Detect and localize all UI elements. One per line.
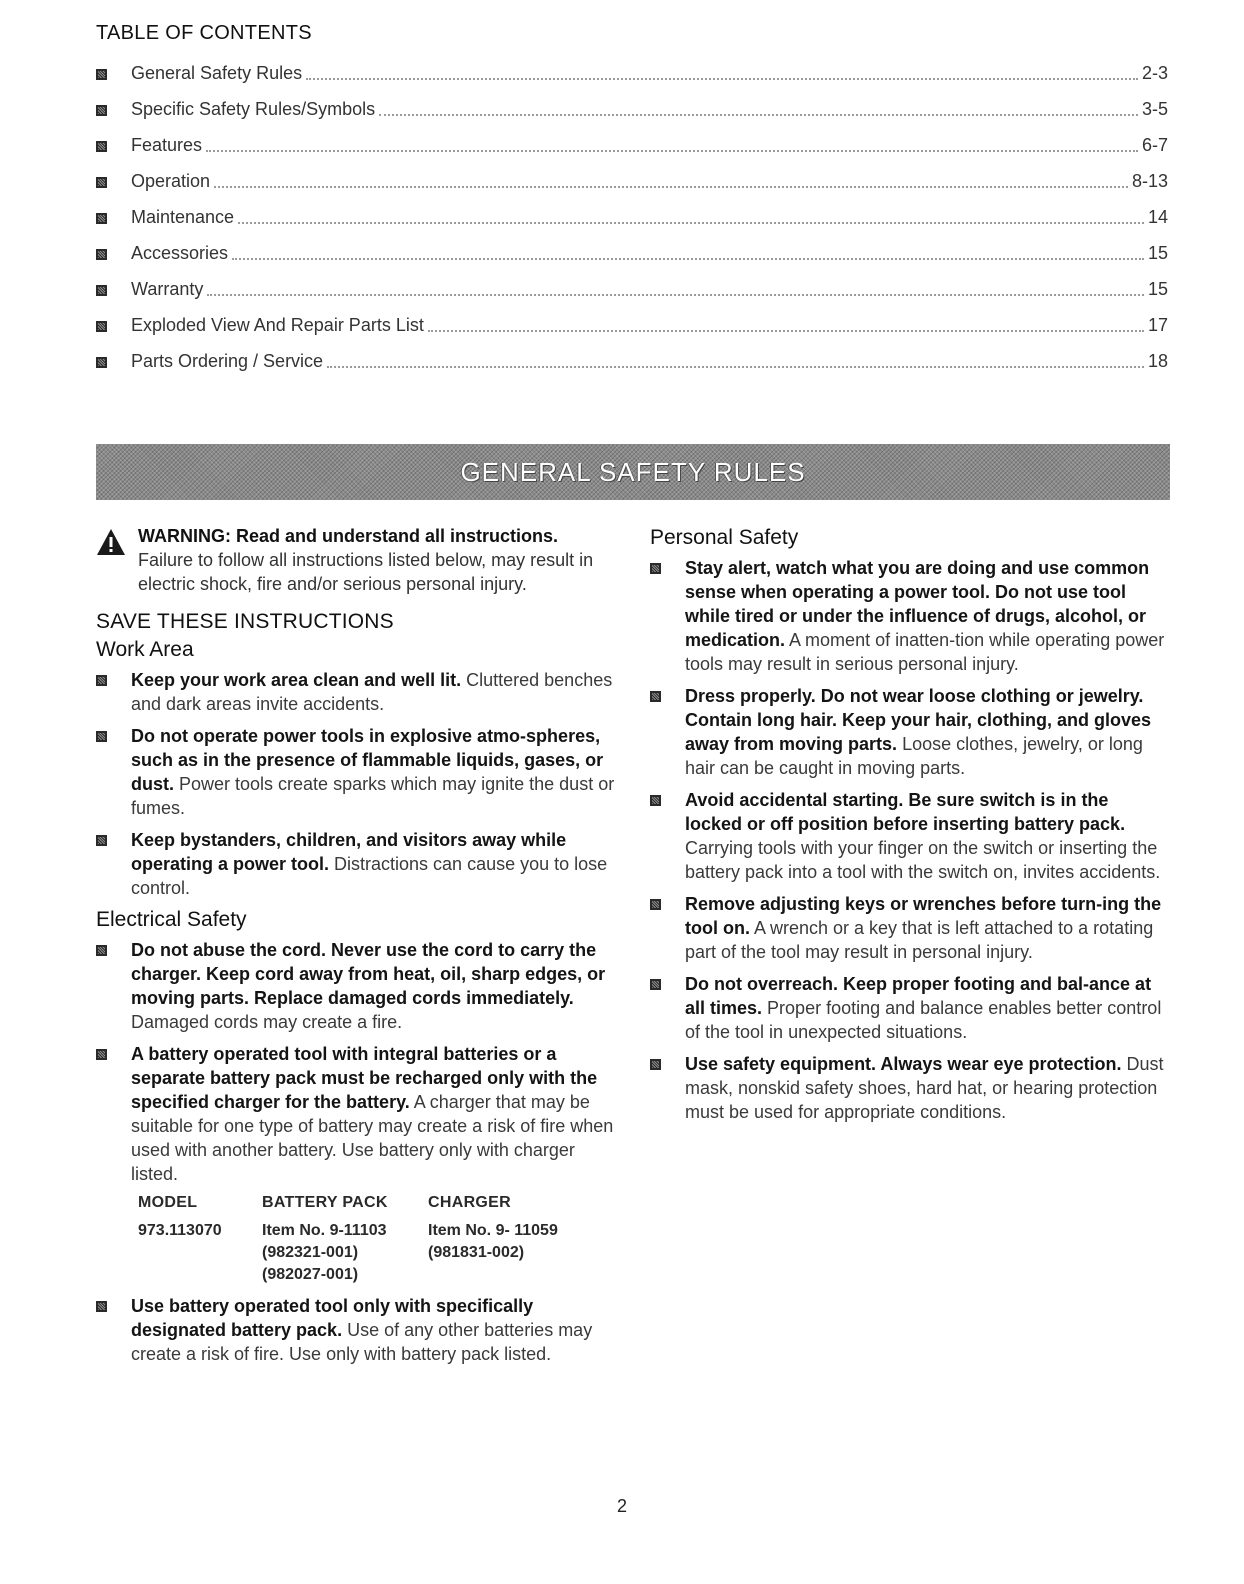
- dot-leader: [379, 114, 1138, 116]
- spec-cell: 973.113070: [138, 1222, 222, 1239]
- bullet-icon: [96, 177, 107, 188]
- rule-emphasis: Do not abuse the cord. Never use the cord to carry the charger. Keep cord away from heat, oil, sharp edges, or moving parts. Replace damaged cords immediately.: [131, 940, 606, 1008]
- toc-entry[interactable]: [96, 307, 1168, 343]
- bullet-icon: [96, 675, 107, 686]
- rule-emphasis: Use safety equipment. Always wear eye protection.: [685, 1054, 1122, 1074]
- rule-detail: Cluttered benches and dark areas invite accidents.: [131, 670, 613, 714]
- battery-spec-table: [138, 1194, 616, 1286]
- spec-cell: (982027-001): [262, 1266, 359, 1283]
- toc-entry-label: Exploded View And Repair Parts List: [131, 314, 424, 335]
- dot-leader: [214, 186, 1128, 188]
- dot-leader: [327, 366, 1144, 368]
- bullet-icon: [96, 1301, 107, 1312]
- bullet-icon: [650, 899, 661, 910]
- rule-detail: Use of any other batteries may create a risk of fire. Use only with battery pack listed.: [131, 1320, 593, 1364]
- toc-entry-page: 8-13: [1131, 170, 1168, 191]
- dot-leader: [428, 330, 1144, 332]
- personal-safety-heading: Personal Safety: [650, 526, 799, 549]
- toc-entry[interactable]: [96, 343, 1168, 379]
- spec-cell: [138, 1264, 262, 1286]
- safety-rule: [650, 1052, 1170, 1124]
- rule-detail: Power tools create sparks which may ignite the dust or fumes.: [131, 774, 615, 818]
- spec-header-model: MODEL: [138, 1194, 198, 1211]
- toc-entry-page: 14: [1147, 206, 1168, 227]
- spec-row: [138, 1242, 616, 1264]
- warning-detail: Failure to follow all instructions listed below, may result in electric shock, fire and/or serious personal injury.: [138, 550, 594, 594]
- warning-triangle-icon: [96, 528, 126, 556]
- rule-emphasis: Keep your work area clean and well lit.: [131, 670, 462, 690]
- spec-cell: [428, 1264, 588, 1286]
- rule-detail: A moment of inatten-tion while operating power tools may result in serious personal injury.: [685, 630, 1165, 674]
- safety-rule: [96, 828, 616, 900]
- rule-detail: Loose clothes, jewelry, or long hair can be caught in moving parts.: [685, 734, 1143, 778]
- rule-emphasis: Do not overreach. Keep proper footing and bal-ance at all times.: [685, 974, 1152, 1018]
- bullet-icon: [96, 213, 107, 224]
- toc-entry-page: 2-3: [1141, 62, 1168, 83]
- rule-detail: Proper footing and balance enables better control of the tool in unexpected situations.: [685, 998, 1162, 1042]
- rule-detail: Dust mask, nonskid safety shoes, hard hat, or hearing protection must be used for appropriate conditions.: [685, 1054, 1164, 1122]
- spec-cell: (981831-002): [428, 1244, 525, 1261]
- rule-detail: A charger that may be suitable for one type of battery may create a risk of fire when used with another battery. Use battery only with charger listed.: [131, 1092, 614, 1184]
- safety-rule: [650, 892, 1170, 964]
- left-column: [96, 524, 616, 1374]
- table-of-contents: [96, 22, 1168, 379]
- safety-rule: [96, 668, 616, 716]
- warning-text: [138, 524, 616, 596]
- spec-header-row: [138, 1194, 616, 1212]
- rule-emphasis: Do not operate power tools in explosive atmo-spheres, such as in the presence of flammable liquids, gases, or dust.: [131, 726, 604, 794]
- toc-entry[interactable]: [96, 163, 1168, 199]
- toc-entry-page: 6-7: [1141, 134, 1168, 155]
- toc-entry[interactable]: [96, 127, 1168, 163]
- safety-rule: [96, 1042, 616, 1186]
- bullet-icon: [96, 357, 107, 368]
- safety-rule: [650, 972, 1170, 1044]
- rule-emphasis: Keep bystanders, children, and visitors away while operating a power tool.: [131, 830, 567, 874]
- toc-entry-page: 3-5: [1141, 98, 1168, 119]
- rule-detail: Carrying tools with your finger on the switch or inserting the battery pack into a tool with the switch on, invites accidents.: [685, 838, 1161, 882]
- bullet-icon: [650, 1059, 661, 1070]
- rule-emphasis: Avoid accidental starting. Be sure switch is in the locked or off position before inserting battery pack.: [685, 790, 1126, 834]
- rule-detail: Damaged cords may create a fire.: [131, 1012, 403, 1032]
- rule-emphasis: A battery operated tool with integral batteries or a separate battery pack must be recharged only with the specified charger for the battery.: [131, 1044, 598, 1112]
- section-title: GENERAL SAFETY RULES: [460, 456, 806, 487]
- rule-detail: Distractions can cause you to lose control.: [131, 854, 608, 898]
- save-instructions-heading: SAVE THESE INSTRUCTIONS: [96, 610, 394, 633]
- safety-rule: [650, 788, 1170, 884]
- toc-entry-label: Operation: [131, 170, 211, 191]
- toc-entry-label: Specific Safety Rules/Symbols: [131, 98, 376, 119]
- bullet-icon: [650, 979, 661, 990]
- bullet-icon: [650, 795, 661, 806]
- dot-leader: [232, 258, 1144, 260]
- safety-rule: [96, 1294, 616, 1366]
- toc-entry-label: Warranty: [131, 278, 204, 299]
- bullet-icon: [650, 691, 661, 702]
- work-area-heading: Work Area: [96, 638, 194, 661]
- spec-cell: Item No. 9-11103: [262, 1222, 387, 1239]
- toc-entry[interactable]: [96, 235, 1168, 271]
- bullet-icon: [96, 105, 107, 116]
- spec-row: [138, 1264, 616, 1286]
- toc-entry-page: 18: [1147, 350, 1168, 371]
- toc-entry[interactable]: [96, 55, 1168, 91]
- rule-emphasis: Stay alert, watch what you are doing and use common sense when operating a power tool. Do not use tool while tired or under the influence of drugs, alcohol, or medication.: [685, 558, 1150, 650]
- toc-entry-page: 17: [1147, 314, 1168, 335]
- bullet-icon: [96, 321, 107, 332]
- right-column: [650, 524, 1170, 1132]
- bullet-icon: [96, 69, 107, 80]
- spec-cell: [138, 1242, 262, 1264]
- toc-entry-label: Parts Ordering / Service: [131, 350, 324, 371]
- spec-row: [138, 1220, 616, 1242]
- electrical-safety-heading: Electrical Safety: [96, 908, 247, 931]
- safety-rule: [96, 724, 616, 820]
- bullet-icon: [96, 141, 107, 152]
- toc-entry-label: General Safety Rules: [131, 62, 303, 83]
- bullet-icon: [650, 563, 661, 574]
- page-number: 2: [616, 1496, 627, 1516]
- safety-rule: [650, 556, 1170, 676]
- safety-rule: [96, 938, 616, 1034]
- section-banner: [96, 444, 1170, 500]
- toc-entry-label: Accessories: [131, 242, 229, 263]
- toc-entry[interactable]: [96, 91, 1168, 127]
- toc-title: TABLE OF CONTENTS: [96, 22, 312, 44]
- bullet-icon: [96, 1049, 107, 1060]
- toc-entry[interactable]: [96, 199, 1168, 235]
- toc-entry-page: 15: [1147, 242, 1168, 263]
- spec-header-charger: CHARGER: [428, 1194, 511, 1211]
- dot-leader: [306, 78, 1138, 80]
- toc-entry[interactable]: [96, 271, 1168, 307]
- dot-leader: [238, 222, 1144, 224]
- bullet-icon: [96, 731, 107, 742]
- bullet-icon: [96, 285, 107, 296]
- bullet-icon: [96, 835, 107, 846]
- rule-emphasis: Dress properly. Do not wear loose clothing or jewelry. Contain long hair. Keep your hair, clothing, and gloves away from moving parts.: [685, 686, 1152, 754]
- spec-cell: Item No. 9- 11059: [428, 1222, 558, 1239]
- toc-entry-label: Features: [131, 134, 203, 155]
- dot-leader: [206, 150, 1138, 152]
- dot-leader: [207, 294, 1144, 296]
- rule-emphasis: Use battery operated tool only with specifically designated battery pack.: [131, 1296, 534, 1340]
- spec-cell: (982321-001): [262, 1244, 359, 1261]
- bullet-icon: [96, 249, 107, 260]
- warning-notice: [96, 524, 616, 596]
- toc-entry-page: 15: [1147, 278, 1168, 299]
- safety-rule: [650, 684, 1170, 780]
- spec-header-battery: BATTERY PACK: [262, 1194, 388, 1211]
- toc-entry-label: Maintenance: [131, 206, 235, 227]
- warning-lead: WARNING: Read and understand all instructions.: [138, 526, 559, 546]
- bullet-icon: [96, 945, 107, 956]
- rule-detail: A wrench or a key that is left attached to a rotating part of the tool may result in personal injury.: [685, 918, 1154, 962]
- rule-emphasis: Remove adjusting keys or wrenches before turn-ing the tool on.: [685, 894, 1162, 938]
